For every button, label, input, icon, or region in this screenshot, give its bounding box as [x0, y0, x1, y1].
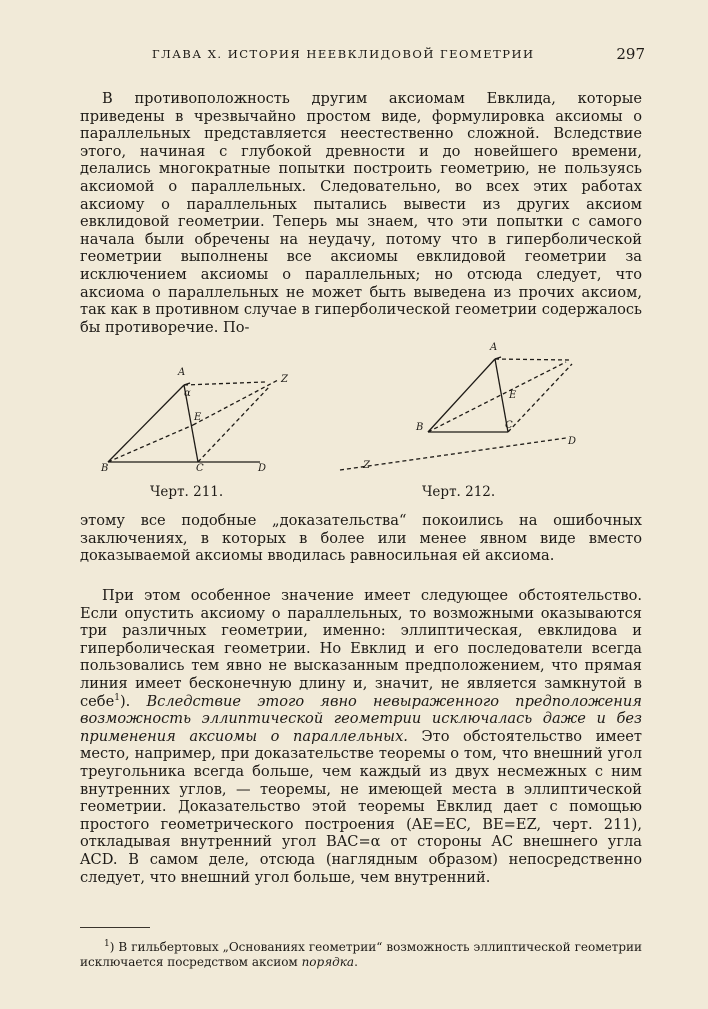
footnote-divider	[80, 927, 150, 928]
paragraph-1-text: В противоположность другим аксиомам Евклида, которые приведены в чрезвычайно простом виде, формулировка аксиомы о параллельных представляется неестественно сложной. Вследствие этого, начиная с глубокой древности и до новейшего времени, делались многократные попытки построить геометрию, не пользуясь аксиомой о параллельных. Следовательно, во всех этих работах аксиому о параллельных пытались вывести из других аксиом евклидовой геометрии. Теперь мы знаем, что эти попытки с самого начала были обречены на неудачу, потому что в гиперболической геометрии выполнены все аксиомы евклидовой геометрии за исключением аксиомы о параллельных; но отсюда следует, что аксиома о параллельных не может быть выведена из прочих аксиом, так как в противном случае в гиперболической геометрии содержалось бы противоречие. По-	[80, 90, 642, 336]
fig211-line-EZ	[193, 380, 278, 425]
paragraph-3-part-2: ).	[119, 692, 147, 710]
fig212-label-C: C	[505, 420, 513, 431]
fig212-line-BA	[428, 359, 495, 432]
fig211-label-D: D	[258, 463, 267, 474]
fig211-label-A: A	[178, 367, 186, 378]
paragraph-3	[80, 587, 642, 886]
fig211-line-BE	[108, 425, 193, 462]
footnote-text-2: .	[354, 955, 358, 969]
fig211-label-B: B	[101, 463, 109, 474]
fig212-line-ZD	[340, 438, 566, 470]
paragraph-3-italic: Вследствие этого явно невыраженного предположения возможность эллиптической геометрии исключалась даже и без применения аксиомы о параллельных.	[80, 692, 642, 745]
paragraph-3-part-1: При этом особенное значение имеет следующее обстоятельство. Если опустить аксиому о параллельных, то возможными оказываются три различных геометрии, именно: эллиптическая, евклидова и гиперболическая геометрии. Но Евклид и его последователи всегда пользовались тем явно не высказанным предположением, что прямая линия имеет бесконечную длину и, значит, не является замкнутой в себе	[80, 587, 642, 710]
fig211-line-CZ	[198, 386, 270, 462]
figure-211-caption: Черт. 211.	[150, 484, 224, 500]
running-head: ГЛАВА X. ИСТОРИЯ НЕЕВКЛИДОВОЙ ГЕОМЕТРИИ	[152, 47, 535, 61]
paragraph-3-part-3: Это обстоятельство имеет место, например, при доказательстве теоремы о том, что внешний угол треугольника всегда больше, чем каждый из двух несмежных с ним внутренних углов, — теоремы, не имеющей места в эллиптической геометрии. Доказательство этой теоремы Евклид дает с помощью простого геометрического построения (AE=EC, BE=EZ, черт. 211), откладывая внутренний угол BAC=α от стороны AC внешнего угла ACD. В самом деле, отсюда (наглядным образом) непосредственно следует, что внешний угол больше, чем внутренний.	[80, 727, 642, 886]
fig211-label-Z: Z	[281, 374, 288, 385]
footnote-text-1: ) В гильбертовых „Основаниях геометрии“ возможность эллиптической геометрии исключается посредством аксиом	[80, 940, 642, 969]
footnote-text-italic: порядка	[301, 955, 355, 969]
fig211-label-C: C	[196, 463, 204, 474]
page-number: 297	[616, 45, 645, 63]
footnote-mark: 1	[104, 939, 110, 949]
fig211-label-E: E	[194, 412, 202, 423]
fig212-label-A: A	[490, 342, 498, 353]
fig212-label-E: E	[509, 390, 517, 401]
footnote-reference[interactable]: 1	[114, 692, 120, 703]
paragraph-2	[80, 512, 642, 565]
fig211-label-alpha: α	[184, 388, 191, 399]
figure-211	[100, 358, 290, 476]
paragraph-3-text	[80, 587, 642, 886]
fig211-line-BA	[108, 385, 184, 462]
footnote	[80, 940, 642, 970]
page-header	[80, 45, 645, 67]
paragraph-1	[80, 90, 642, 336]
fig212-line-C-ray	[508, 364, 572, 432]
fig212-label-B: B	[416, 422, 424, 433]
fig212-line-A-ray	[495, 359, 570, 360]
fig212-label-Z: Z	[363, 460, 370, 471]
fig211-line-AZ	[184, 382, 265, 385]
paragraph-2-text: этому все подобные „доказательства“ покоились на ошибочных заключениях, в которых в более или менее явном виде вместо доказываемой аксиомы вводилась равносильная ей аксиома.	[80, 512, 642, 565]
figure-212-caption: Черт. 212.	[422, 484, 496, 500]
fig212-label-D: D	[568, 436, 577, 447]
figure-212	[330, 340, 588, 476]
